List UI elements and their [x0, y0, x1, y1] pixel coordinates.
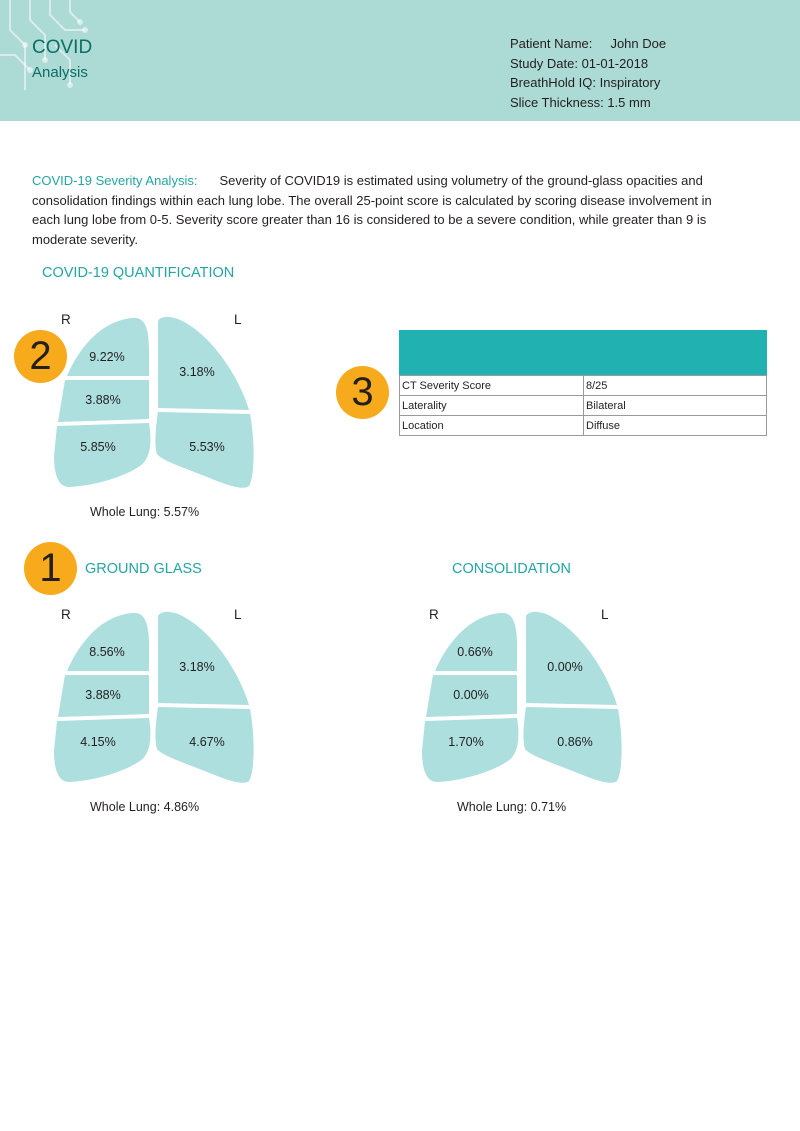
- consolidation-title: CONSOLIDATION: [452, 561, 571, 577]
- study-date-row: [510, 54, 666, 74]
- consolidation-lung-diagram: [420, 611, 630, 786]
- consolidation-l-upper-lobe: [526, 612, 617, 705]
- consolidation-r-lower-value: 1.70%: [448, 735, 484, 749]
- consolidation-r-middle-value: 0.00%: [453, 688, 489, 702]
- consolidation-whole-lung: Whole Lung: 0.71%: [457, 800, 567, 814]
- consolidation-r-upper-value: 0.66%: [457, 645, 493, 659]
- intro-paragraph: [32, 171, 722, 249]
- quantification-r-upper-value: 9.22%: [89, 350, 125, 364]
- quantification-left-label: L: [234, 312, 242, 327]
- quantification-r-lower-value: 5.85%: [80, 440, 116, 454]
- quantification-l-upper-lobe: [158, 317, 249, 410]
- study-date-label: Study Date:: [510, 55, 578, 71]
- intro-lead: COVID-19 Severity Analysis:: [32, 173, 198, 188]
- consolidation-r-upper-lobe: [435, 613, 517, 671]
- quantification-right-label: R: [61, 312, 71, 327]
- quantification-badge: 2: [14, 330, 67, 383]
- location-label: Location: [400, 416, 584, 436]
- slice-thickness-value: 1.5 mm: [607, 94, 651, 110]
- laterality-label: Laterality: [400, 396, 584, 416]
- consolidation-r-lower-lobe: [422, 718, 518, 782]
- slice-thickness-row: [510, 93, 666, 113]
- quantification-l-lower-value: 5.53%: [189, 440, 225, 454]
- ground-glass-r-lower-lobe: [54, 718, 150, 782]
- patient-name-row: [510, 34, 666, 54]
- study-date-value: 01-01-2018: [581, 55, 649, 71]
- severity-table-body: [399, 375, 767, 436]
- quantification-r-middle-value: 3.88%: [85, 393, 121, 407]
- severity-score-value: 8/25: [584, 376, 767, 396]
- ground-glass-r-upper-value: 8.56%: [89, 645, 125, 659]
- consolidation-l-upper-value: 0.00%: [547, 660, 583, 674]
- ground-glass-l-upper-value: 3.18%: [179, 660, 215, 674]
- severity-score-label: CT Severity Score: [400, 376, 584, 396]
- report-subtitle: Analysis: [32, 64, 88, 81]
- ground-glass-badge: 1: [24, 542, 77, 595]
- consolidation-l-lower-value: 0.86%: [557, 735, 593, 749]
- ground-glass-right-label: R: [61, 607, 71, 622]
- consolidation-right-label: R: [429, 607, 439, 622]
- slice-thickness-label: Slice Thickness:: [510, 94, 604, 110]
- patient-name-label: Patient Name:: [510, 36, 593, 51]
- patient-info: [510, 34, 666, 112]
- table-row: [400, 376, 767, 396]
- intro-text: Severity of COVID19 is estimated using volumetry of the ground-glass opacities and consolidation findings within each lung lobe. The overall 25-point score is calculated by scoring disease involvement in each lung lobe from 0-5. Severity score greater than 16 is considered to be a severe condition, while greater than 9 is moderate severity.: [32, 173, 712, 247]
- table-row: [400, 396, 767, 416]
- breathhold-row: [510, 73, 666, 93]
- severity-badge: 3: [336, 366, 389, 419]
- quantification-l-upper-value: 3.18%: [179, 365, 215, 379]
- ground-glass-r-middle-value: 3.88%: [85, 688, 121, 702]
- severity-table-header: [399, 330, 767, 375]
- ground-glass-r-upper-lobe: [67, 613, 149, 671]
- table-row: [400, 416, 767, 436]
- consolidation-left-label: L: [601, 607, 609, 622]
- quantification-title: COVID-19 QUANTIFICATION: [42, 265, 235, 281]
- quantification-r-lower-lobe: [54, 423, 150, 487]
- quantification-lung-diagram: [52, 316, 262, 491]
- quantification-whole-lung: Whole Lung: 5.57%: [90, 505, 200, 519]
- ground-glass-r-lower-value: 4.15%: [80, 735, 116, 749]
- ground-glass-lung-diagram: [52, 611, 262, 786]
- ground-glass-left-label: L: [234, 607, 242, 622]
- severity-table: [399, 330, 767, 436]
- laterality-value: Bilateral: [584, 396, 767, 416]
- report-header: [0, 0, 800, 121]
- ground-glass-title: GROUND GLASS: [85, 561, 202, 577]
- breathhold-label: BreathHold IQ:: [510, 75, 596, 90]
- patient-name-value: John Doe: [610, 36, 667, 51]
- quantification-r-upper-lobe: [67, 318, 149, 376]
- ground-glass-l-upper-lobe: [158, 612, 249, 705]
- report-title: COVID: [32, 37, 93, 58]
- location-value: Diffuse: [584, 416, 767, 436]
- ground-glass-l-lower-value: 4.67%: [189, 735, 225, 749]
- breathhold-value: Inspiratory: [599, 75, 661, 90]
- ground-glass-whole-lung: Whole Lung: 4.86%: [90, 800, 200, 814]
